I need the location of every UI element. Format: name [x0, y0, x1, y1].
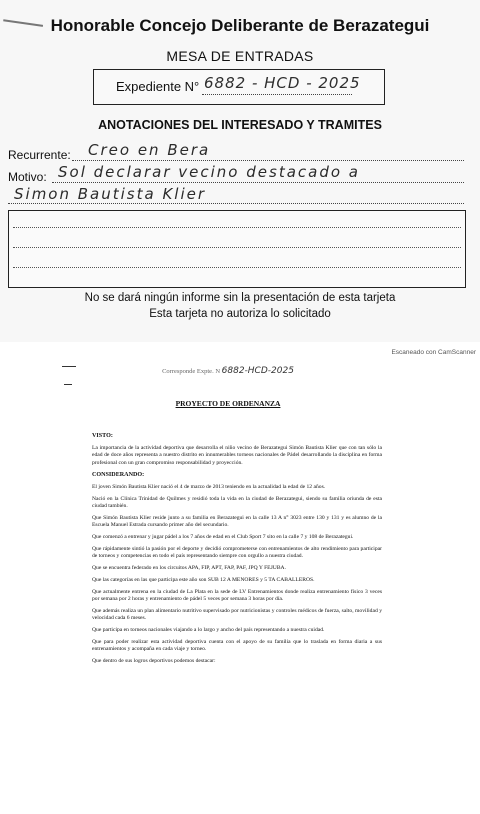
camscanner-watermark: Escaneado con CamScanner — [391, 349, 476, 356]
considerando-paragraph: Que actualmente entrena en la ciudad de La Plata en la sede de LV Entrenamientos donde realiza entrenamiento físico 3 veces por semana por 2 horas y entrenamiento de pádel 5 veces por semana 3 horas por día. — [92, 588, 382, 603]
motivo-value-line2: Simon Bautista Klier — [14, 185, 207, 203]
considerando-paragraph: El joven Simón Bautista Klier nació el 4 de marzo de 2013 teniendo en la actualidad la edad de 12 años. — [92, 483, 326, 490]
considerando-paragraph: Que además realiza un plan alimentario nutritivo supervisado por nutricionistas y controles médicos de fuerza, salto, movilidad y velocidad cada 6 meses. — [92, 607, 382, 622]
motivo-dotted-line-2 — [8, 203, 464, 204]
document-title: PROYECTO DE ORDENANZA — [175, 399, 281, 408]
tramites-dotted-line — [13, 227, 461, 228]
expediente-number: 6882 - HCD - 2025 — [204, 74, 361, 92]
recurrente-label: Recurrente: — [8, 148, 71, 162]
considerando-paragraph: Que para poder realizar esta actividad deportiva cuenta con el apoyo de su familia que lo traslada en forma diaria a sus entrenamientos y acompaña en cada viaje y torneo. — [92, 638, 382, 653]
considerando-paragraph: Que Simón Bautista Klier reside junto a su familia en Berazategui en la calle 13 A n° 3023 entre 130 y 131 y es alumno de la Escuela Manuel Estrada cursando primer año del secundario. — [92, 514, 382, 529]
anotaciones-heading: ANOTACIONES DEL INTERESADO Y TRAMITES — [98, 118, 382, 132]
tramites-dotted-line — [13, 247, 461, 248]
motivo-dotted-line — [52, 182, 464, 183]
card-title: Honorable Concejo Deliberante de Berazategui — [50, 16, 430, 35]
considerando-paragraph: Que rápidamente sintió la pasión por el deporte y decidió comprometerse con entrenamientos de alto rendimiento para participar de torneos y competencias en todo el país representando siempre con orgullo a nuestra ciudad. — [92, 545, 382, 560]
expediente-box — [93, 69, 385, 105]
document-header — [38, 366, 418, 376]
document-body — [92, 428, 382, 670]
visto-heading: VISTO: — [92, 433, 113, 439]
considerando-paragraph: Nació en la Clínica Trinidad de Quilmes y residió toda la vida en la ciudad de Berazategui, siendo su familia oriunda de esta ciudad también. — [92, 495, 382, 510]
card-subtitle: MESA DE ENTRADAS — [166, 48, 314, 64]
considerando-paragraph: Que las categorías en las que participa este año son SUB 12 A MENORES y 5 TA CABALLEROS. — [92, 576, 315, 583]
considerando-paragraph: Que se encuentra federado en los circuitos APA, FIP, APT, FAP, PAF, JPQ Y FEJUBA. — [92, 565, 286, 572]
recurrente-value: Creo en Bera — [88, 141, 211, 159]
expediente-dotted-line — [202, 94, 352, 95]
considerando-paragraph: Que participa en torneos nacionales viajando a lo largo y ancho del país representando a nuestra cuidad. — [92, 627, 325, 634]
tramites-box — [8, 210, 466, 288]
motivo-label: Motivo: — [8, 170, 47, 184]
mesa-de-entradas-card — [0, 0, 480, 342]
expediente-label: Expediente N° — [116, 79, 200, 94]
pen-mark — [64, 384, 72, 385]
visto-paragraph: La importancia de la actividad deportiva que desarrolla el niño vecino de Berazategui Simón Bautista Klier que con tan sólo la edad de doce años representa a nuestro distrito en innumerables torneos nacionales de Pádel desarrollando la disciplina en forma profesional con un gran compromiso responsabilidad y proyección. — [92, 444, 382, 466]
recurrente-dotted-line — [72, 160, 464, 161]
header-printed-text: Corresponde Expte. N — [162, 368, 221, 375]
motivo-value: Sol declarar vecino destacado a — [58, 163, 360, 181]
considerando-heading: CONSIDERANDO: — [92, 472, 145, 479]
notice-line-1: No se dará ningún informe sin la presentación de esta tarjeta — [84, 292, 396, 304]
considerando-paragraph: Que dentro de sus logros deportivos podemos destacar: — [92, 658, 216, 665]
tramites-dotted-line — [13, 267, 461, 268]
header-handwritten-number: 6882-HCD-2025 — [221, 366, 294, 376]
notice-line-2: Esta tarjeta no autoriza lo solicitado — [149, 308, 331, 320]
considerando-paragraph: Que comenzó a entrenar y jugar pádel a los 7 años de edad en el Club Sport 7 sito en la calle 7 y 108 de Berazategui. — [92, 534, 354, 541]
ordinance-document-page — [38, 362, 418, 814]
